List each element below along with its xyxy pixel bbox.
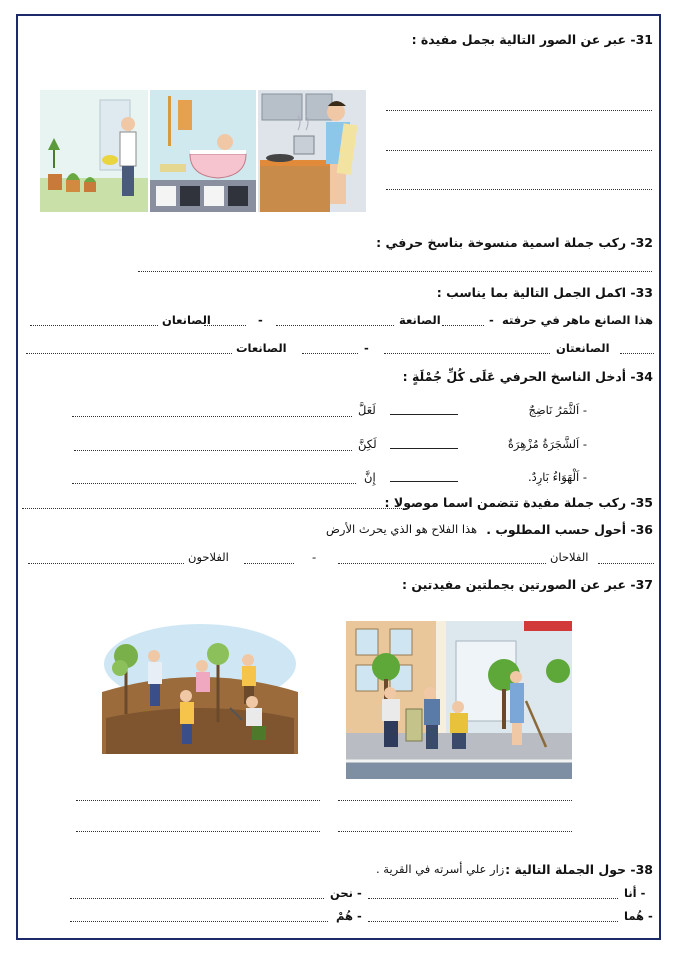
q37-answer-left-1[interactable] (76, 800, 320, 801)
q31-illustration-strip (40, 90, 366, 212)
q34-row3-underline (390, 481, 458, 482)
q32-answer-line[interactable] (138, 271, 652, 272)
q37-answer-right-1[interactable] (338, 800, 572, 801)
q33-line1-dash2: - (258, 313, 263, 327)
q34-row1-sentence: - اَلثَّمَرُ نَاضِجٌ (528, 403, 587, 417)
q34-title: 34- أدخل الناسخ الحرفي عَلَى كُلِّ جُمْلَةٍ : (402, 369, 653, 384)
q33-line2-blank-d[interactable] (26, 353, 232, 354)
q36-sentence: هذا الفلاح هو الذي يحرث الأرض (326, 522, 478, 536)
q38-answer-ana[interactable] (368, 898, 618, 899)
q31-answer-line-2[interactable] (386, 150, 652, 151)
q36-blank-d[interactable] (28, 563, 184, 564)
q33-line1-item2: الصانعان (162, 313, 211, 327)
q38-answer-nahnu[interactable] (70, 898, 324, 899)
q33-line2-blank-a[interactable] (620, 353, 654, 354)
q32-title: 32- ركب جملة اسمية منسوخة بناسخ حرفي : (376, 235, 653, 250)
q38-pronoun-nahnu: - نحن (330, 886, 362, 900)
q31-answer-line-1[interactable] (386, 110, 652, 111)
q33-line2-blank-b[interactable] (384, 353, 550, 354)
q33-line2-dash: - (364, 341, 369, 355)
q37-title: 37- عبر عن الصورتين بجملتين مفيدتين : (401, 577, 653, 592)
q33-title: 33- اكمل الجمل التالية بما يناسب : (436, 285, 653, 300)
q34-row2-particle: لَكِنَّ (358, 437, 377, 451)
q36-blank-a[interactable] (598, 563, 654, 564)
q31-answer-line-3[interactable] (386, 189, 652, 190)
q38-pronoun-hum: - هُمْ (336, 909, 362, 923)
q38-pronoun-ana: - أنا (624, 886, 646, 900)
q34-row1-particle: لَعَلَّ (358, 403, 376, 417)
q33-line2-item2: الصانعات (236, 341, 287, 355)
q36-item2: الفلاحون (188, 550, 229, 564)
q35-title: 35- ركب جملة مفيدة تتضمن اسما موصولا : (384, 495, 653, 510)
q37-street-cleaning-picture (346, 621, 572, 779)
q37-tree-planting-picture (102, 622, 298, 754)
q38-answer-hum[interactable] (70, 921, 328, 922)
q38-title: 38- حول الجملة التالية : (505, 862, 653, 877)
q34-row1-underline (390, 414, 458, 415)
q31-title: 31- عبر عن الصور التالية بجمل مفيدة : (411, 32, 653, 47)
q33-line1-dash1: - (489, 313, 494, 327)
q34-row3-particle: إِنَّ (364, 470, 376, 484)
q34-row3-answer[interactable] (72, 483, 356, 484)
q34-row3-sentence: - اَلْهَوَاءُ بَارِدٌ. (527, 470, 587, 484)
q35-answer-line[interactable] (22, 508, 408, 509)
q34-row2-sentence: - اَلشَّجَرَةُ مُزْهِرَةٌ (507, 437, 587, 451)
q37-answer-left-2[interactable] (76, 831, 320, 832)
q36-dash: - (312, 550, 317, 564)
q33-line1-blank-a[interactable] (442, 325, 484, 326)
q34-row2-answer[interactable] (74, 450, 352, 451)
q33-line1-blank-b[interactable] (276, 325, 394, 326)
q34-row1-answer[interactable] (72, 416, 352, 417)
q33-line1-sentence: هذا الصانع ماهر في حرفته (501, 313, 653, 327)
q36-blank-b[interactable] (338, 563, 546, 564)
q36-blank-c[interactable] (244, 563, 294, 564)
q34-row2-underline (390, 448, 458, 449)
q38-answer-huma[interactable] (368, 921, 618, 922)
q33-line2-item1: الصانعتان (556, 341, 610, 355)
q36-title: 36- أحول حسب المطلوب . (486, 522, 653, 537)
q33-line2-blank-c[interactable] (302, 353, 358, 354)
q38-pronoun-huma: - هُما (624, 909, 653, 923)
q38-sentence: زار علي أسرته في القرية . (376, 862, 505, 876)
q37-answer-right-2[interactable] (338, 831, 572, 832)
q33-line1-item1: الصانعة (399, 313, 441, 327)
q33-line1-blank-d[interactable] (30, 325, 158, 326)
q36-item1: الفلاحان (550, 550, 589, 564)
